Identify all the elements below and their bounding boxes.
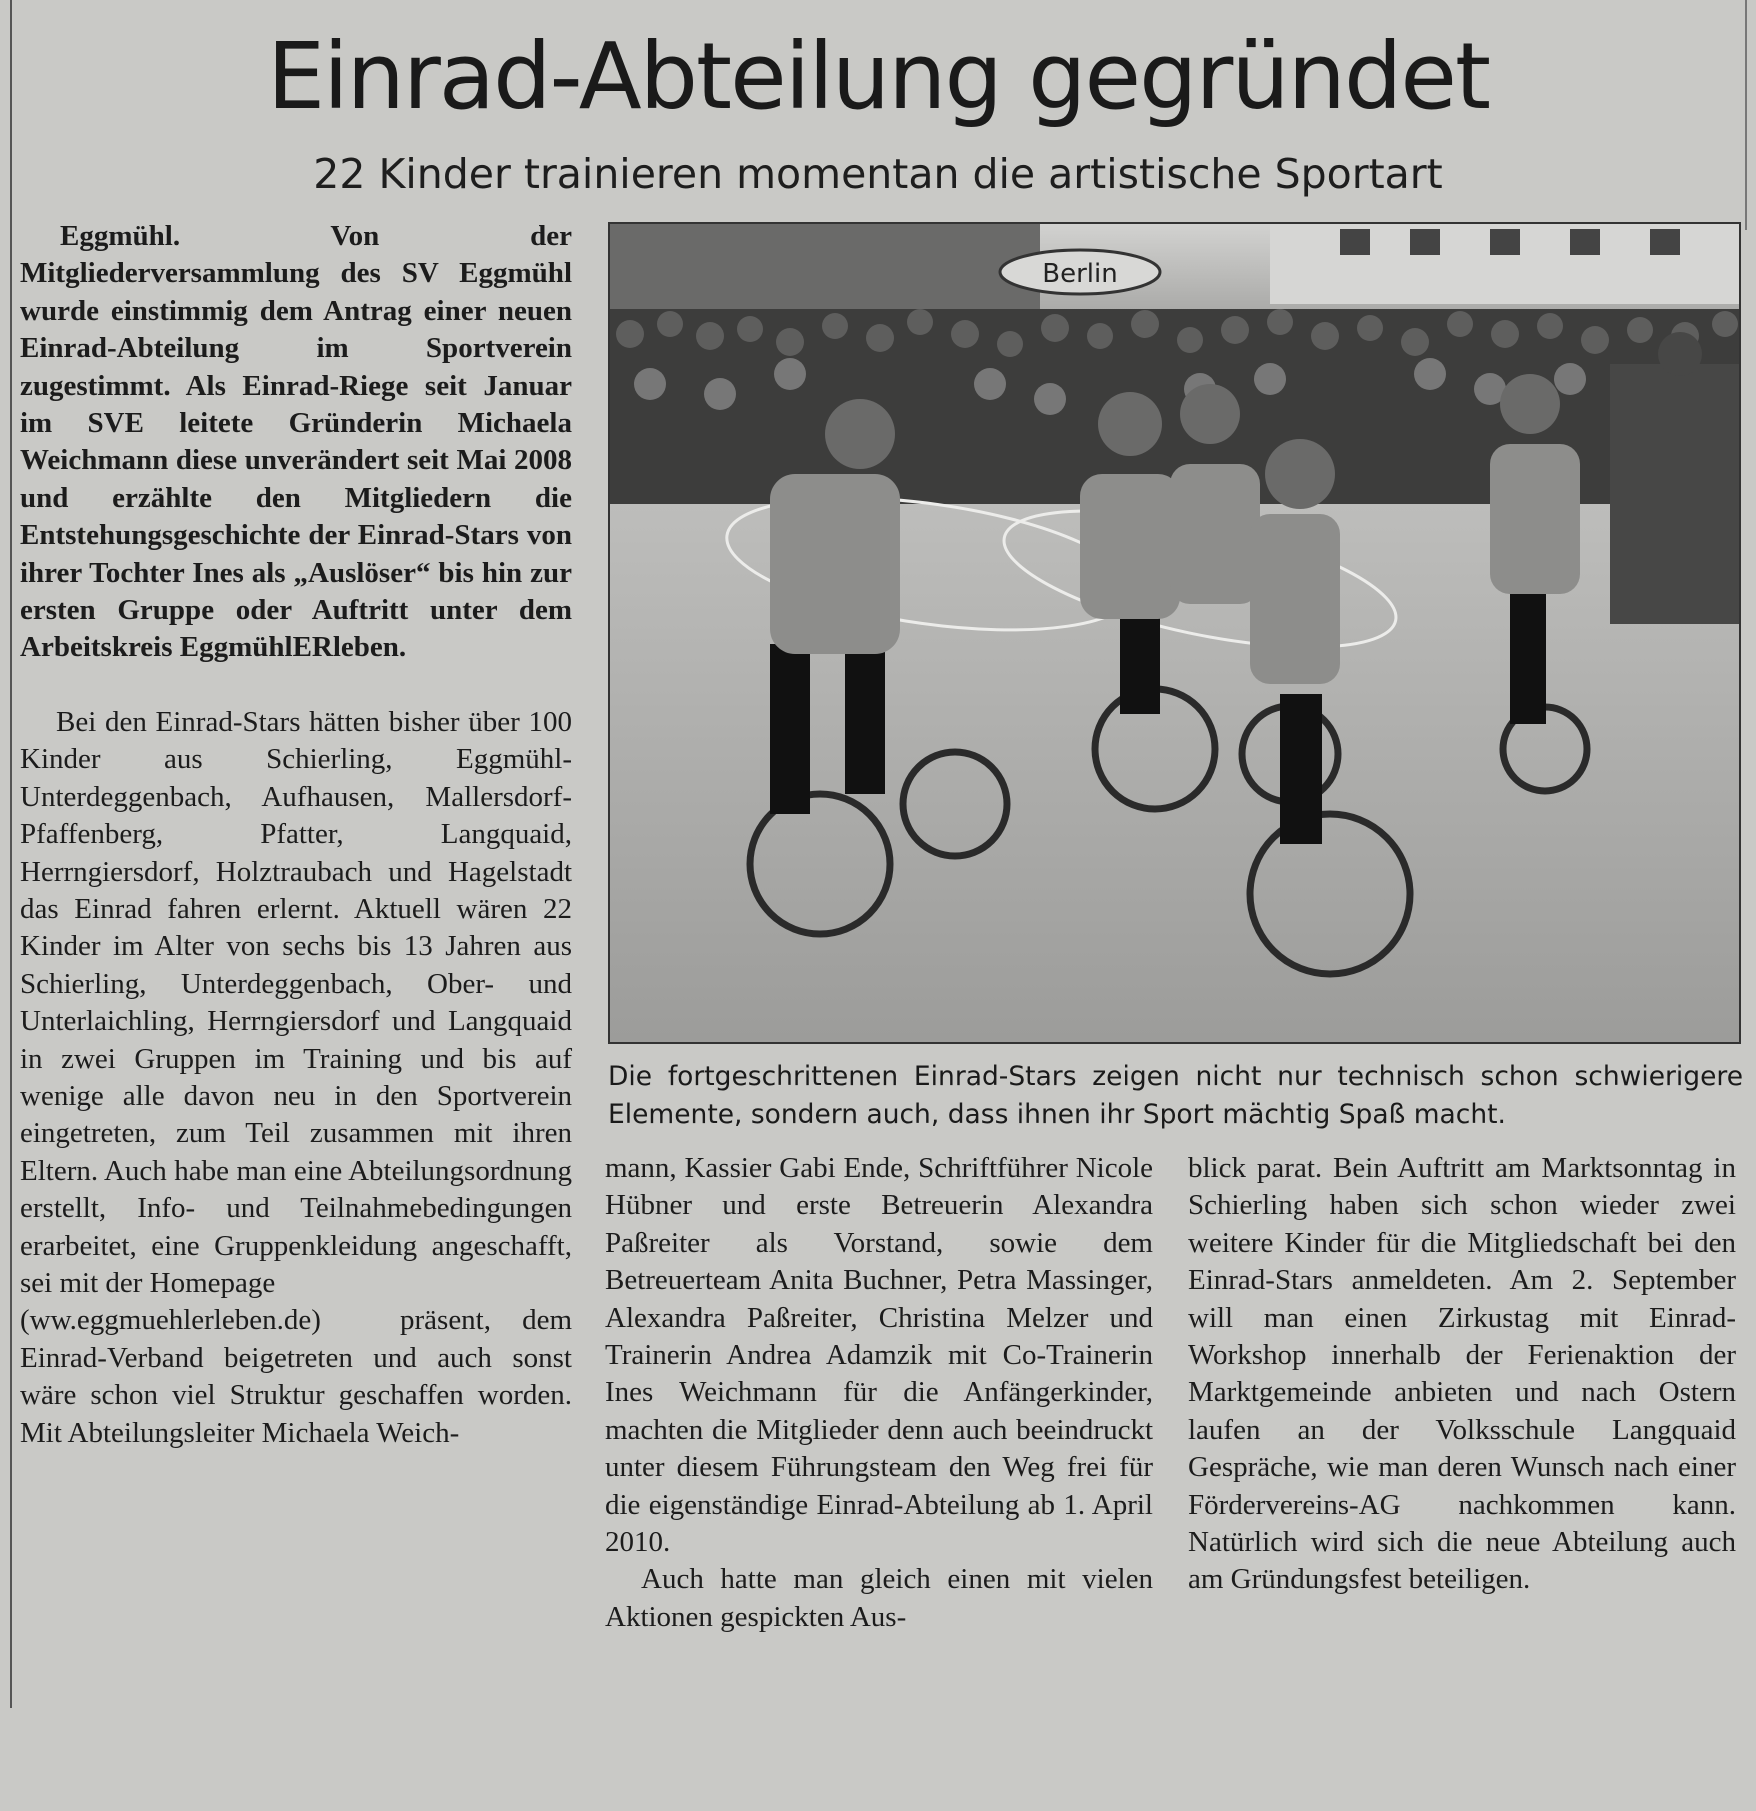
article-photo [608,222,1741,1044]
photo-caption: Die fortgeschrittenen Einrad-Stars zeigen nicht nur technisch schon schwierigere Elemente, sondern auch, dass ihnen ihr Sport mächtig Spaß macht. [608,1061,1743,1130]
article-column-2 [605,1150,1153,1636]
article-column-3 [1188,1150,1736,1599]
article-paragraph-1-end: präsent, dem Einrad-Verband beigetreten und auch sonst wäre schon viel Struktur geschaffen worden. Mit Abteilungsleiter Michaela Weich- [20,1304,572,1449]
article-paragraph-2: mann, Kassier Gabi Ende, Schriftführer Nicole Hübner und erste Betreuerin Alexandra Paßreiter als Vorstand, sowie dem Betreuerteam Anita Buchner, Petra Massinger, Alexandra Paßreiter, Christina Melzer und Trainerin Andrea Adamzik mit Co-Trainerin Ines Weichmann für die Anfängerkinder, machten die Mitglieder denn auch beeindruckt unter diesem Führungsteam den Weg frei für die eigenständige Einrad-Abteilung ab 1. April 2010. [605,1152,1153,1559]
subheadline: 22 Kinder trainieren momentan die artistische Sportart [313,150,1443,198]
headline: Einrad-Abteilung gegründet [266,23,1490,130]
article-paragraph-1 [20,704,572,1303]
article-paragraph-3-continued: blick parat. Bein Auftritt am Marktsonntag in Schierling haben sich schon wieder zwei weitere Kinder für die Mitgliedschaft bei den Einrad-Stars anmeldeten. Am 2. September will man einen Zirkustag mit Einrad-Workshop innerhalb der Ferienaktion der Marktgemeinde anbieten und nach Ostern laufen an der Volksschule Langquaid Gespräche, wie man deren Wunsch nach einer Fördervereins-AG nachkommen kann. Natürlich wird sich die neue Abteilung auch am Gründungsfest beteiligen. [1188,1152,1736,1596]
unicyclists-photo [610,224,1739,1042]
homepage-url: (ww.eggmuehlerleben.de) [20,1304,321,1337]
left-column-rule [10,0,12,1708]
article-column-1 [20,218,572,1452]
article-paragraph-3: Auch hatte man gleich einen mit vielen Aktionen gespickten Aus- [605,1563,1153,1633]
shop-sign: Berlin [1042,259,1118,289]
article-lead: Eggmühl. Von der Mitgliederversammlung des SV Eggmühl wurde einstimmig dem Antrag einer neuen Einrad-Abteilung im Sportverein zugestimmt. Als Einrad-Riege seit Januar im SVE leitete Gründerin Michaela Weichmann diese unverändert seit Mai 2008 und erzählte den Mitgliedern die Entstehungsgeschichte der Einrad-Stars von ihrer Tochter Ines als „Auslöser“ bis hin zur ersten Gruppe oder Auftritt unter dem Arbeitskreis EggmühlERleben. [20,220,572,664]
article-paragraph-1-text: Bei den Einrad-Stars hätten bisher über 100 Kinder aus Schierling, Eggmühl-Unterdeggenbach, Aufhausen, Mallersdorf-Pfaffenberg, Pfatter, Langquaid, Herrngiersdorf, Holztraubach und Hagelstadt das Einrad fahren erlernt. Aktuell wären 22 Kinder im Alter von sechs bis 13 Jahren aus Schierling, Unterdeggenbach, Ober- und Unterlaichling, Herrngiersdorf und Langquaid in zwei Gruppen im Training und bis auf wenige alle davon neu in den Sportverein eingetreten, zum Teil zusammen mit ihren Eltern. Auch habe man eine Abteilungsordnung erstellt, Info- und Teilnahmebedingungen erarbeitet, eine Gruppenkleidung angeschafft, sei mit der Homepage [20,705,572,1299]
